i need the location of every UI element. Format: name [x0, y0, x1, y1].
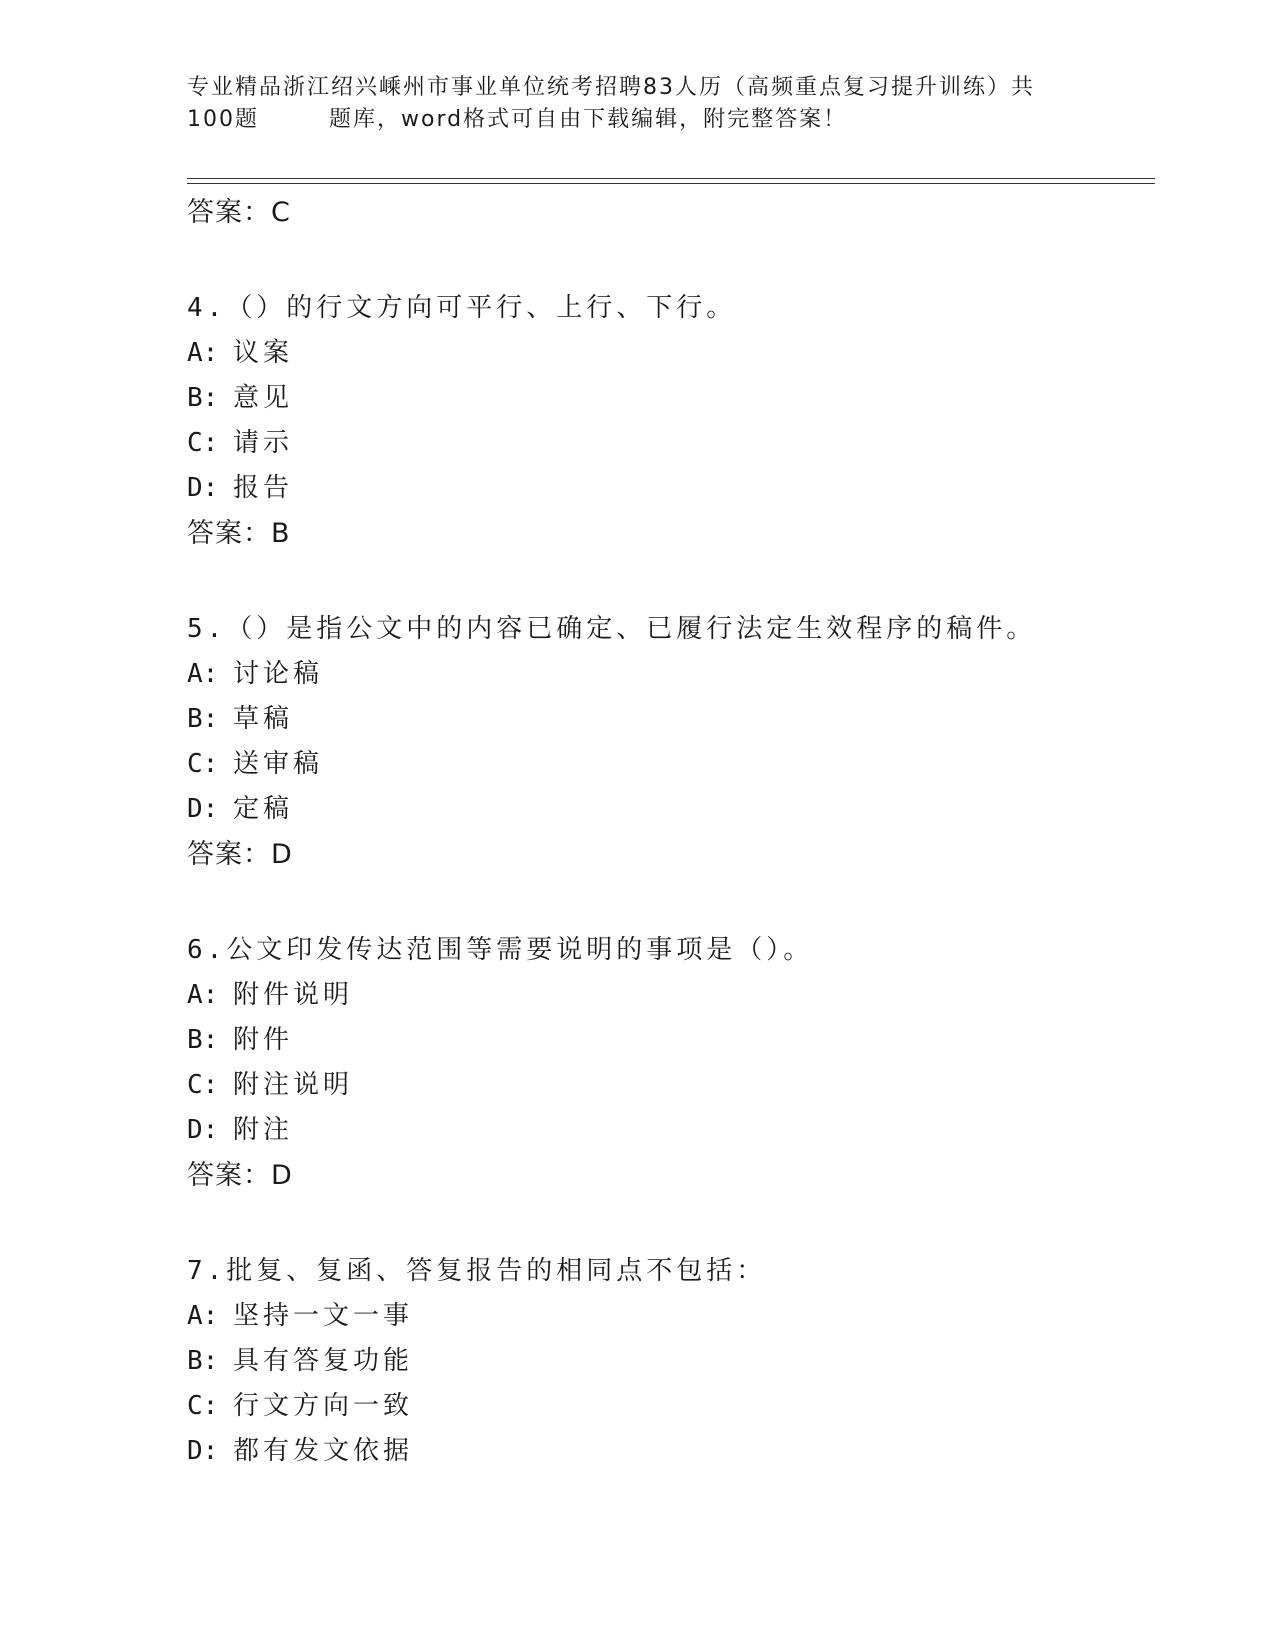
option-text: 送审稿 — [233, 749, 324, 779]
option-a — [187, 652, 1147, 697]
option-key: A: — [187, 980, 219, 1010]
option-a — [187, 973, 1147, 1018]
option-a — [187, 1294, 1147, 1339]
option-c — [187, 1063, 1147, 1108]
option-text: 坚持一文一事 — [233, 1301, 414, 1331]
answer-previous: 答案：C — [187, 197, 291, 228]
header-line-1: 专业精品浙江绍兴嵊州市事业单位统考招聘83人历（高频重点复习提升训练）共 — [187, 75, 1035, 100]
option-text: 都有发文依据 — [233, 1436, 414, 1466]
option-key: C: — [187, 428, 219, 458]
option-text: 草稿 — [233, 704, 294, 734]
header-count: 100题 — [187, 107, 259, 132]
option-d — [187, 787, 1147, 832]
option-b — [187, 697, 1147, 742]
answer: 答案：D — [187, 839, 293, 870]
header-rule-bottom — [187, 183, 1155, 184]
option-key: B: — [187, 704, 219, 734]
header-description: 题库，word格式可自由下载编辑，附完整答案！ — [329, 107, 848, 132]
option-key: B: — [187, 1346, 219, 1376]
document-header — [187, 72, 1087, 136]
option-b — [187, 376, 1147, 421]
option-text: 意见 — [233, 383, 294, 413]
option-key: D: — [187, 1436, 219, 1466]
header-line-2 — [187, 104, 1087, 136]
question-text: 4.（）的行文方向可平行、上行、下行。 — [187, 293, 737, 323]
option-c — [187, 1384, 1147, 1429]
option-text: 定稿 — [233, 794, 294, 824]
option-d — [187, 1108, 1147, 1153]
option-c — [187, 742, 1147, 787]
answer: 答案：B — [187, 518, 291, 549]
option-text: 附注 — [233, 1115, 294, 1145]
question-block-6 — [187, 927, 1147, 1198]
option-d — [187, 466, 1147, 511]
option-text: 报告 — [233, 473, 294, 503]
option-key: A: — [187, 338, 219, 368]
option-key: A: — [187, 1301, 219, 1331]
option-b — [187, 1018, 1147, 1063]
option-text: 行文方向一致 — [233, 1391, 414, 1421]
option-b — [187, 1339, 1147, 1384]
document-body — [187, 190, 1147, 1474]
option-key: D: — [187, 794, 219, 824]
option-key: C: — [187, 1391, 219, 1421]
header-rule-top — [187, 178, 1155, 179]
question-text: 6.公文印发传达范围等需要说明的事项是（）。 — [187, 935, 814, 965]
option-key: C: — [187, 749, 219, 779]
option-key: D: — [187, 1115, 219, 1145]
question-text: 5.（）是指公文中的内容已确定、已履行法定生效程序的稿件。 — [187, 614, 1037, 644]
option-text: 附注说明 — [233, 1070, 354, 1100]
option-key: B: — [187, 383, 219, 413]
option-key: A: — [187, 659, 219, 689]
option-text: 附件 — [233, 1025, 294, 1055]
question-block-5 — [187, 606, 1147, 877]
option-text: 议案 — [233, 338, 294, 368]
option-d — [187, 1429, 1147, 1474]
option-key: D: — [187, 473, 219, 503]
option-text: 具有答复功能 — [233, 1346, 414, 1376]
question-text: 7.批复、复函、答复报告的相同点不包括： — [187, 1256, 767, 1286]
option-key: C: — [187, 1070, 219, 1100]
answer: 答案：D — [187, 1160, 293, 1191]
option-text: 请示 — [233, 428, 294, 458]
option-a — [187, 331, 1147, 376]
option-text: 讨论稿 — [233, 659, 324, 689]
option-c — [187, 421, 1147, 466]
question-block-7 — [187, 1248, 1147, 1474]
option-text: 附件说明 — [233, 980, 354, 1010]
question-block-4 — [187, 285, 1147, 556]
option-key: B: — [187, 1025, 219, 1055]
